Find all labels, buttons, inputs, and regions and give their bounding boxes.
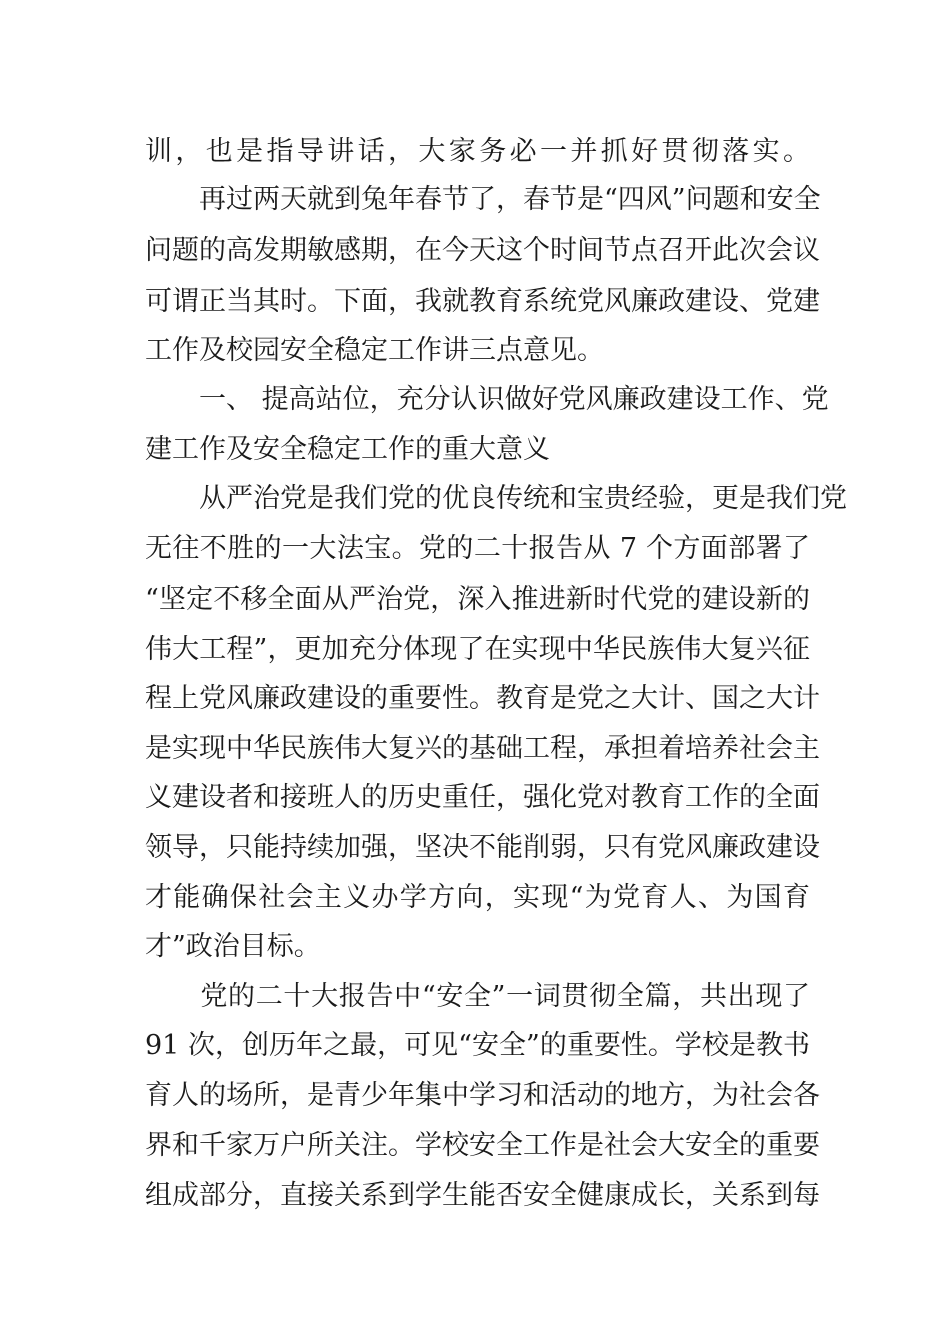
text-line: 组成部分，直接关系到学生能否安全健康成长，关系到每 <box>145 1180 820 1211</box>
text-line: 无往不胜的一大法宝。党的二十报告从 7 个方面部署了 <box>145 533 810 564</box>
text-line: 育人的场所，是青少年集中学习和活动的地方，为社会各 <box>145 1080 820 1111</box>
text-line: 再过两天就到兔年春节了，春节是“四风”问题和安全 <box>145 184 821 215</box>
text-line: “坚定不移全面从严治党，深入推进新时代党的建设新的 <box>145 584 810 615</box>
section-heading-line: 一、 提高站位，充分认识做好党风廉政建设工作、党 <box>145 384 829 415</box>
text-line: 可谓正当其时。下面，我就教育系统党风廉政建设、党建 <box>145 286 820 317</box>
text-line: 91 次，创历年之最，可见“安全”的重要性。学校是教书 <box>145 1030 810 1061</box>
text-line: 问题的高发期敏感期，在今天这个时间节点召开此次会议 <box>145 235 820 266</box>
text-line: 从严治党是我们党的优良传统和宝贵经验，更是我们党 <box>145 483 847 514</box>
text-line: 训，也是指导讲话，大家务必一并抓好贯彻落实。 <box>145 136 810 167</box>
text-line: 界和千家万户所关注。学校安全工作是社会大安全的重要 <box>145 1130 820 1161</box>
section-heading-line: 建工作及安全稳定工作的重大意义 <box>145 434 550 465</box>
text-line: 才能确保社会主义办学方向，实现“为党育人、为国育 <box>145 882 810 913</box>
text-line: 党的二十大报告中“安全”一词贯彻全篇，共出现了 <box>145 981 810 1012</box>
text-line: 是实现中华民族伟大复兴的基础工程，承担着培养社会主 <box>145 733 820 764</box>
text-line: 才”政治目标。 <box>145 931 321 962</box>
text-line: 义建设者和接班人的历史重任，强化党对教育工作的全面 <box>145 782 820 813</box>
text-line: 工作及校园安全稳定工作讲三点意见。 <box>145 335 604 366</box>
text-line: 伟大工程”，更加充分体现了在实现中华民族伟大复兴征 <box>145 634 810 665</box>
text-line: 程上党风廉政建设的重要性。教育是党之大计、国之大计 <box>145 683 820 714</box>
text-line: 领导，只能持续加强，坚决不能削弱，只有党风廉政建设 <box>145 832 820 863</box>
